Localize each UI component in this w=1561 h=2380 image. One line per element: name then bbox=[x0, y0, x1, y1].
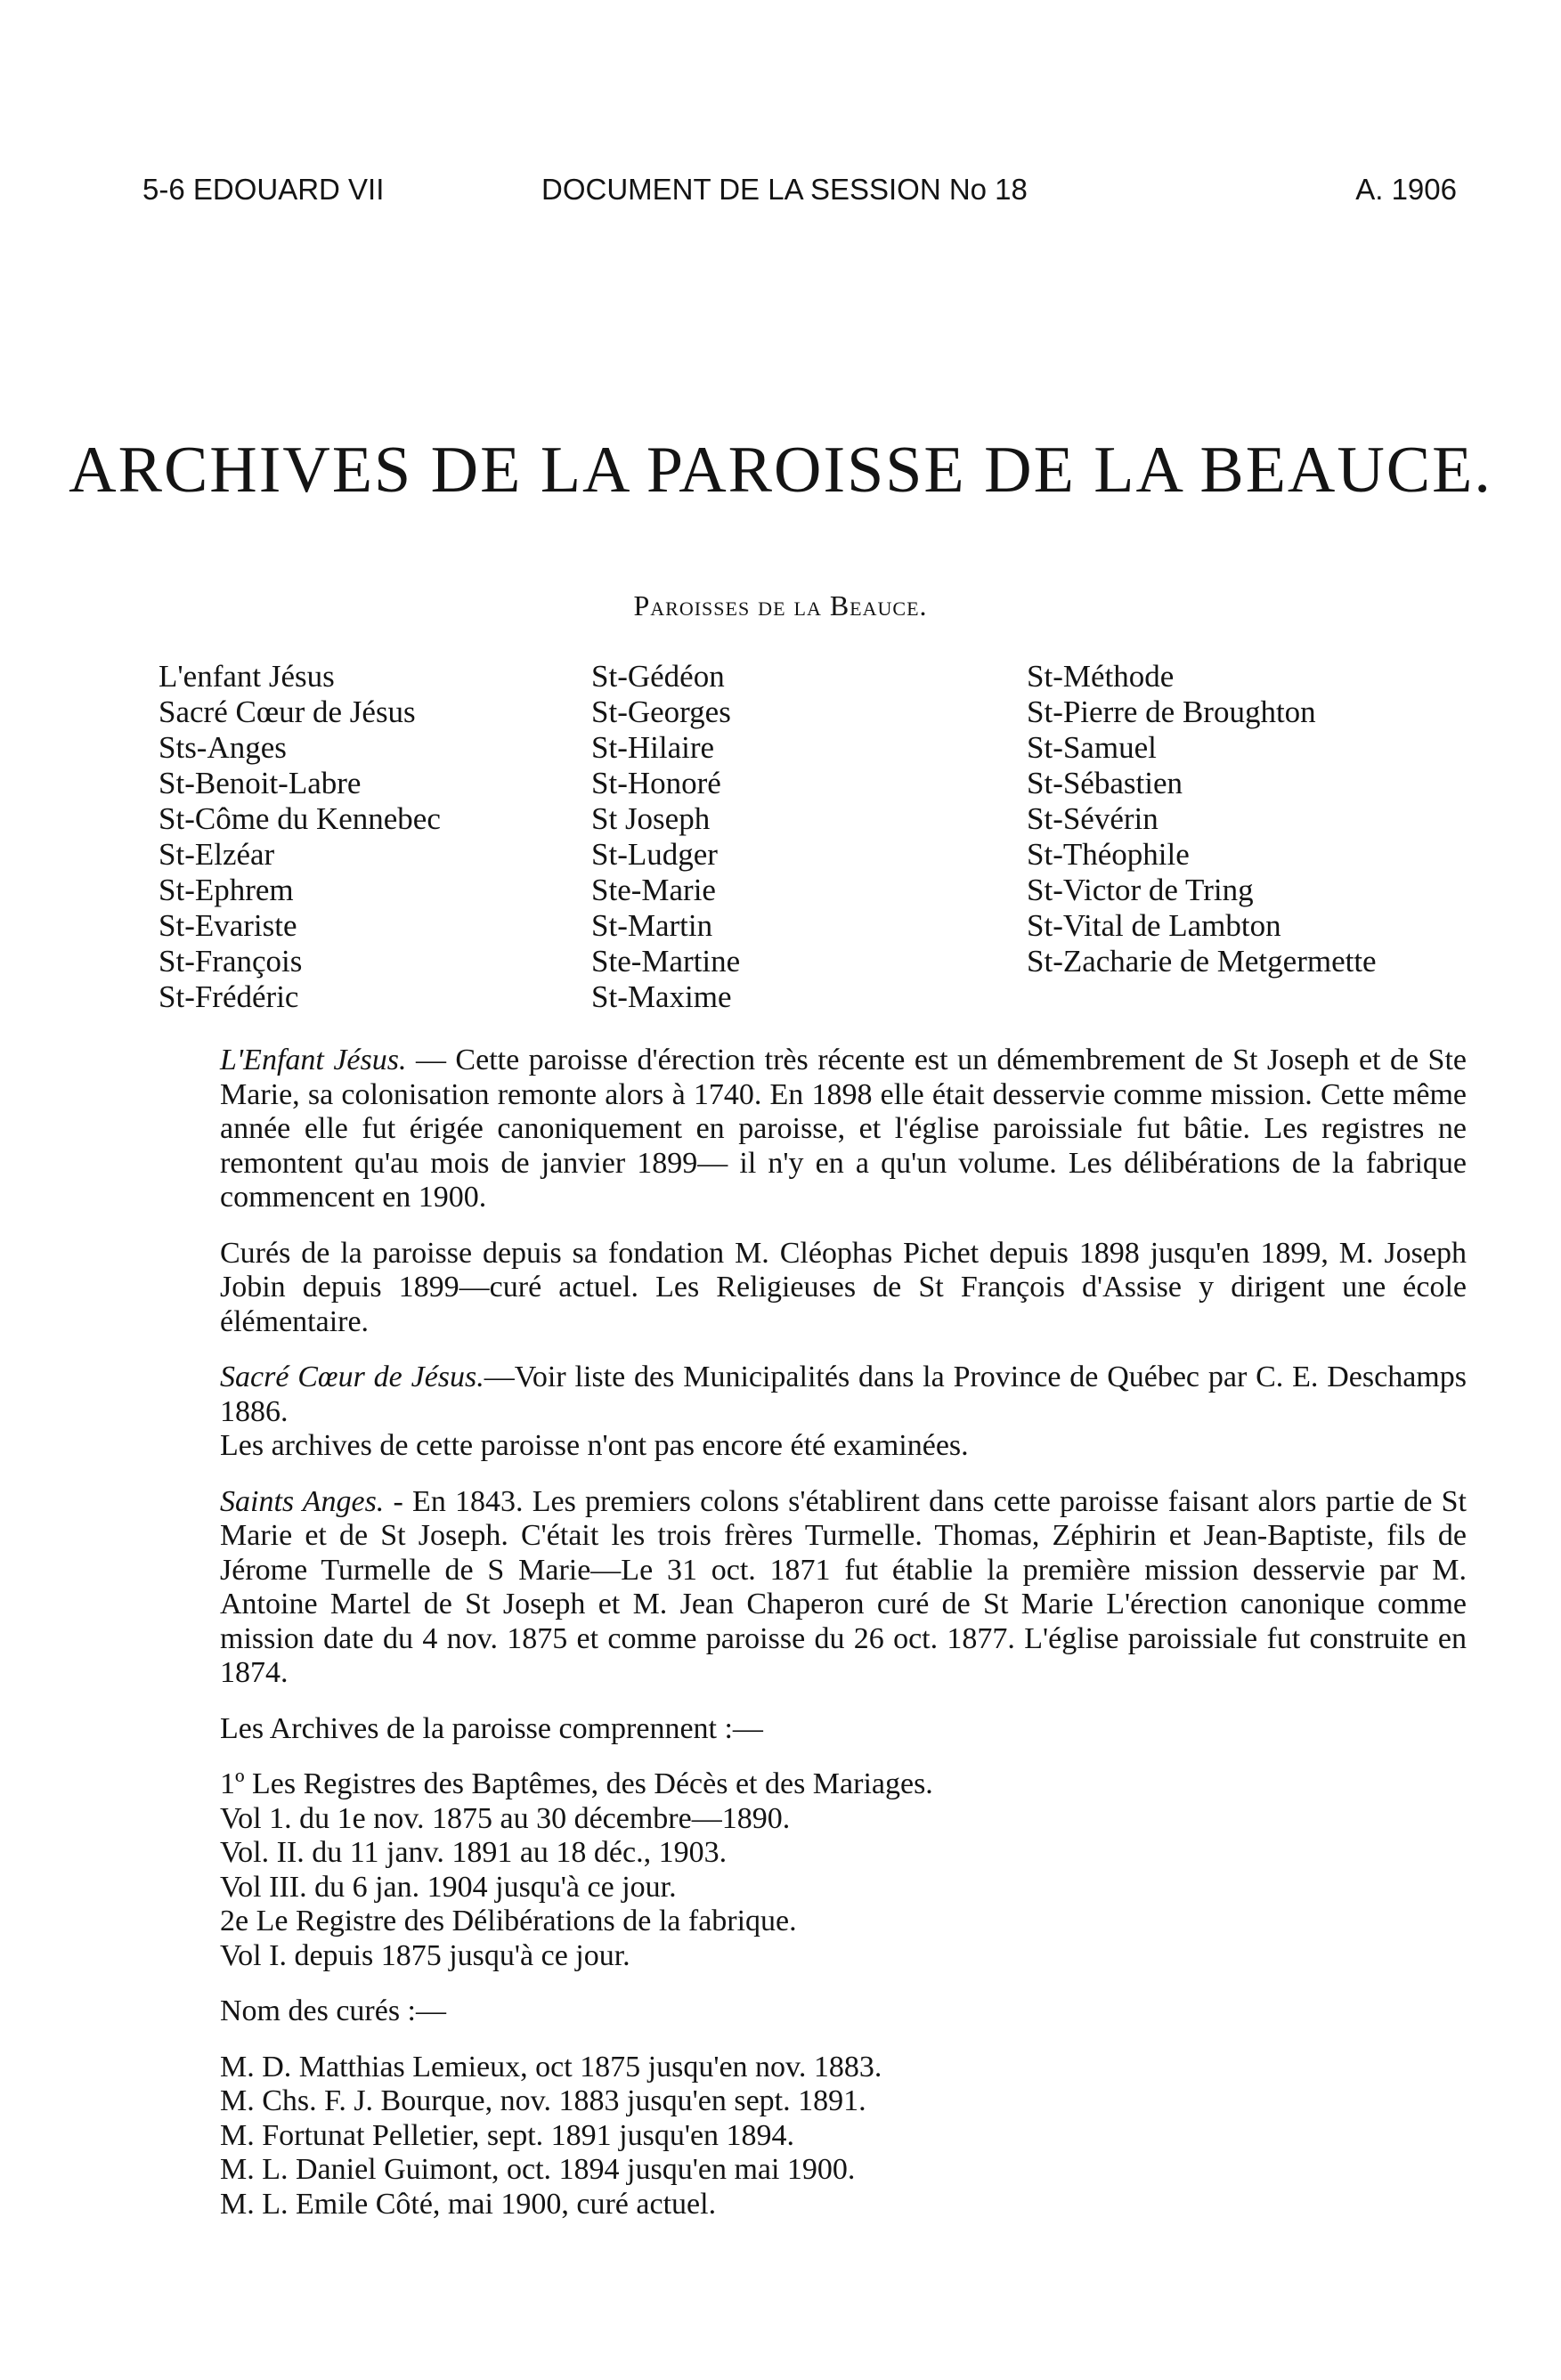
header-center: DOCUMENT DE LA SESSION No 18 bbox=[541, 173, 1028, 206]
cure-item: M. L. Emile Côté, mai 1900, curé actuel. bbox=[220, 2187, 717, 2221]
archives-item: Vol III. du 6 jan. 1904 jusqu'à ce jour. bbox=[220, 1870, 677, 1904]
parish-item: Sts-Anges bbox=[159, 730, 287, 765]
archives-item: Vol 1. du 1e nov. 1875 au 30 décembre—1890. bbox=[220, 1801, 791, 1835]
parish-item: St-Benoit-Labre bbox=[159, 766, 362, 800]
enfant-label: L'Enfant Jésus. bbox=[220, 1044, 407, 1076]
sacre-label: Sacré Cœur de Jésus. bbox=[220, 1361, 484, 1393]
parish-column-2 bbox=[591, 659, 740, 1015]
parish-item: St-Vital de Lambton bbox=[1027, 908, 1281, 943]
cure-item: M. D. Matthias Lemieux, oct 1875 jusqu'en nov. 1883. bbox=[220, 2050, 882, 2084]
enfant-text: — Cette paroisse d'érection très récente est un démembrement de St Joseph et de Ste Marie, sa colonisation remonte alors à 1740. En 1898 elle était desservie comme mission. Cette même année elle fut érigée canoniquement en paroisse, et l'église paroissiale fut bâtie. Les registres ne remontent qu'au mois de janvier 1899— il n'y en a qu'un volume. Les délibérations de la fabrique commencent en 1900. bbox=[220, 1044, 1467, 1214]
parish-item: St Joseph bbox=[591, 801, 711, 836]
cure-item: M. L. Daniel Guimont, oct. 1894 jusqu'en mai 1900. bbox=[220, 2153, 856, 2186]
sacre-text: —Voir liste des Municipalités dans la Province de Québec par C. E. Deschamps 1886. bbox=[220, 1361, 1467, 1428]
parish-column-1 bbox=[159, 659, 441, 1015]
section-subtitle: Paroisses de la Beauce. bbox=[633, 589, 928, 621]
parish-item: St-Honoré bbox=[591, 766, 721, 800]
parish-item: St-Pierre de Broughton bbox=[1027, 695, 1316, 729]
parish-item: St-Samuel bbox=[1027, 730, 1157, 765]
archives-intro: Les Archives de la paroisse comprennent :— bbox=[220, 1711, 763, 1745]
parish-item: St-Maxime bbox=[591, 979, 732, 1014]
parish-item: Ste-Martine bbox=[591, 944, 741, 979]
cure-item: M. Fortunat Pelletier, sept. 1891 jusqu'en 1894. bbox=[220, 2118, 795, 2152]
document-body bbox=[220, 1044, 1467, 2222]
sacre-note: Les archives de cette paroisse n'ont pas encore été examinées. bbox=[220, 1429, 969, 1462]
parish-item: St-Georges bbox=[591, 695, 731, 729]
parish-item: St-Frédéric bbox=[159, 979, 299, 1014]
parish-item: St-Théophile bbox=[1027, 837, 1190, 872]
header-right: A. 1906 bbox=[1355, 173, 1457, 206]
parish-item: St-Côme du Kennebec bbox=[159, 801, 441, 836]
archives-item: Vol I. depuis 1875 jusqu'à ce jour. bbox=[220, 1938, 630, 1972]
parish-item: St-Victor de Tring bbox=[1027, 873, 1254, 907]
parish-item: St-Ephrem bbox=[159, 873, 294, 907]
enfant-paragraph bbox=[220, 1044, 1467, 1215]
parish-item: St-Sébastien bbox=[1027, 766, 1183, 800]
cures-intro: Nom des curés :— bbox=[220, 1994, 447, 2027]
anges-text: - En 1843. Les premiers colons s'établirent dans cette paroisse faisant alors partie de St Marie et de St Joseph. C'était les trois frères Turmelle. Thomas, Zéphirin et Jean-Baptiste, fils de Jérome Turmelle de S Marie—Le 31 oct. 1871 fut établie la première mission desservie par M. Antoine Martel de St Joseph et M. Jean Chaperon curé de St Marie L'érection canonique comme mission date du 4 nov. 1875 et comme paroisse du 26 oct. 1877. L'église paroissiale fut construite en 1874. bbox=[220, 1484, 1467, 1689]
page-title: ARCHIVES DE LA PAROISSE DE LA BEAUCE. bbox=[69, 434, 1492, 507]
parish-item: St-Martin bbox=[591, 908, 713, 943]
sacre-paragraph bbox=[220, 1361, 1467, 1429]
parish-item: St-Gédéon bbox=[591, 659, 725, 694]
parish-item: Ste-Marie bbox=[591, 873, 716, 907]
parish-item: St-Elzéar bbox=[159, 837, 275, 872]
cures-enfant-paragraph: Curés de la paroisse depuis sa fondation M. Cléophas Pichet depuis 1898 jusqu'en 1899, M. Joseph Jobin depuis 1899—curé actuel. Les Religieuses de St François d'Assise y dirigent une école élémentaire. bbox=[220, 1236, 1467, 1338]
parish-item: Sacré Cœur de Jésus bbox=[159, 695, 416, 729]
archives-item: 2e Le Registre des Délibérations de la fabrique. bbox=[220, 1905, 797, 1937]
parish-list bbox=[159, 659, 1468, 1024]
running-header bbox=[0, 173, 1561, 217]
anges-paragraph bbox=[220, 1485, 1467, 1691]
parish-item: St-Ludger bbox=[591, 837, 718, 872]
header-left: 5-6 EDOUARD VII bbox=[142, 173, 385, 206]
parish-item: St-Evariste bbox=[159, 908, 297, 943]
archives-item: 1º Les Registres des Baptêmes, des Décès et des Mariages. bbox=[220, 1767, 933, 1800]
cure-item: M. Chs. F. J. Bourque, nov. 1883 jusqu'en sept. 1891. bbox=[220, 2084, 866, 2117]
parish-item: St-François bbox=[159, 944, 303, 979]
archives-item: Vol. II. du 11 janv. 1891 au 18 déc., 1903. bbox=[220, 1836, 728, 1869]
parish-item: St-Zacharie de Metgermette bbox=[1027, 944, 1377, 979]
parish-item: St-Sévérin bbox=[1027, 801, 1159, 836]
parish-item: St-Méthode bbox=[1027, 659, 1175, 694]
parish-column-3 bbox=[1027, 659, 1377, 979]
anges-label: Saints Anges. bbox=[220, 1484, 385, 1518]
parish-item: L'enfant Jésus bbox=[159, 659, 335, 694]
parish-item: St-Hilaire bbox=[591, 730, 715, 765]
